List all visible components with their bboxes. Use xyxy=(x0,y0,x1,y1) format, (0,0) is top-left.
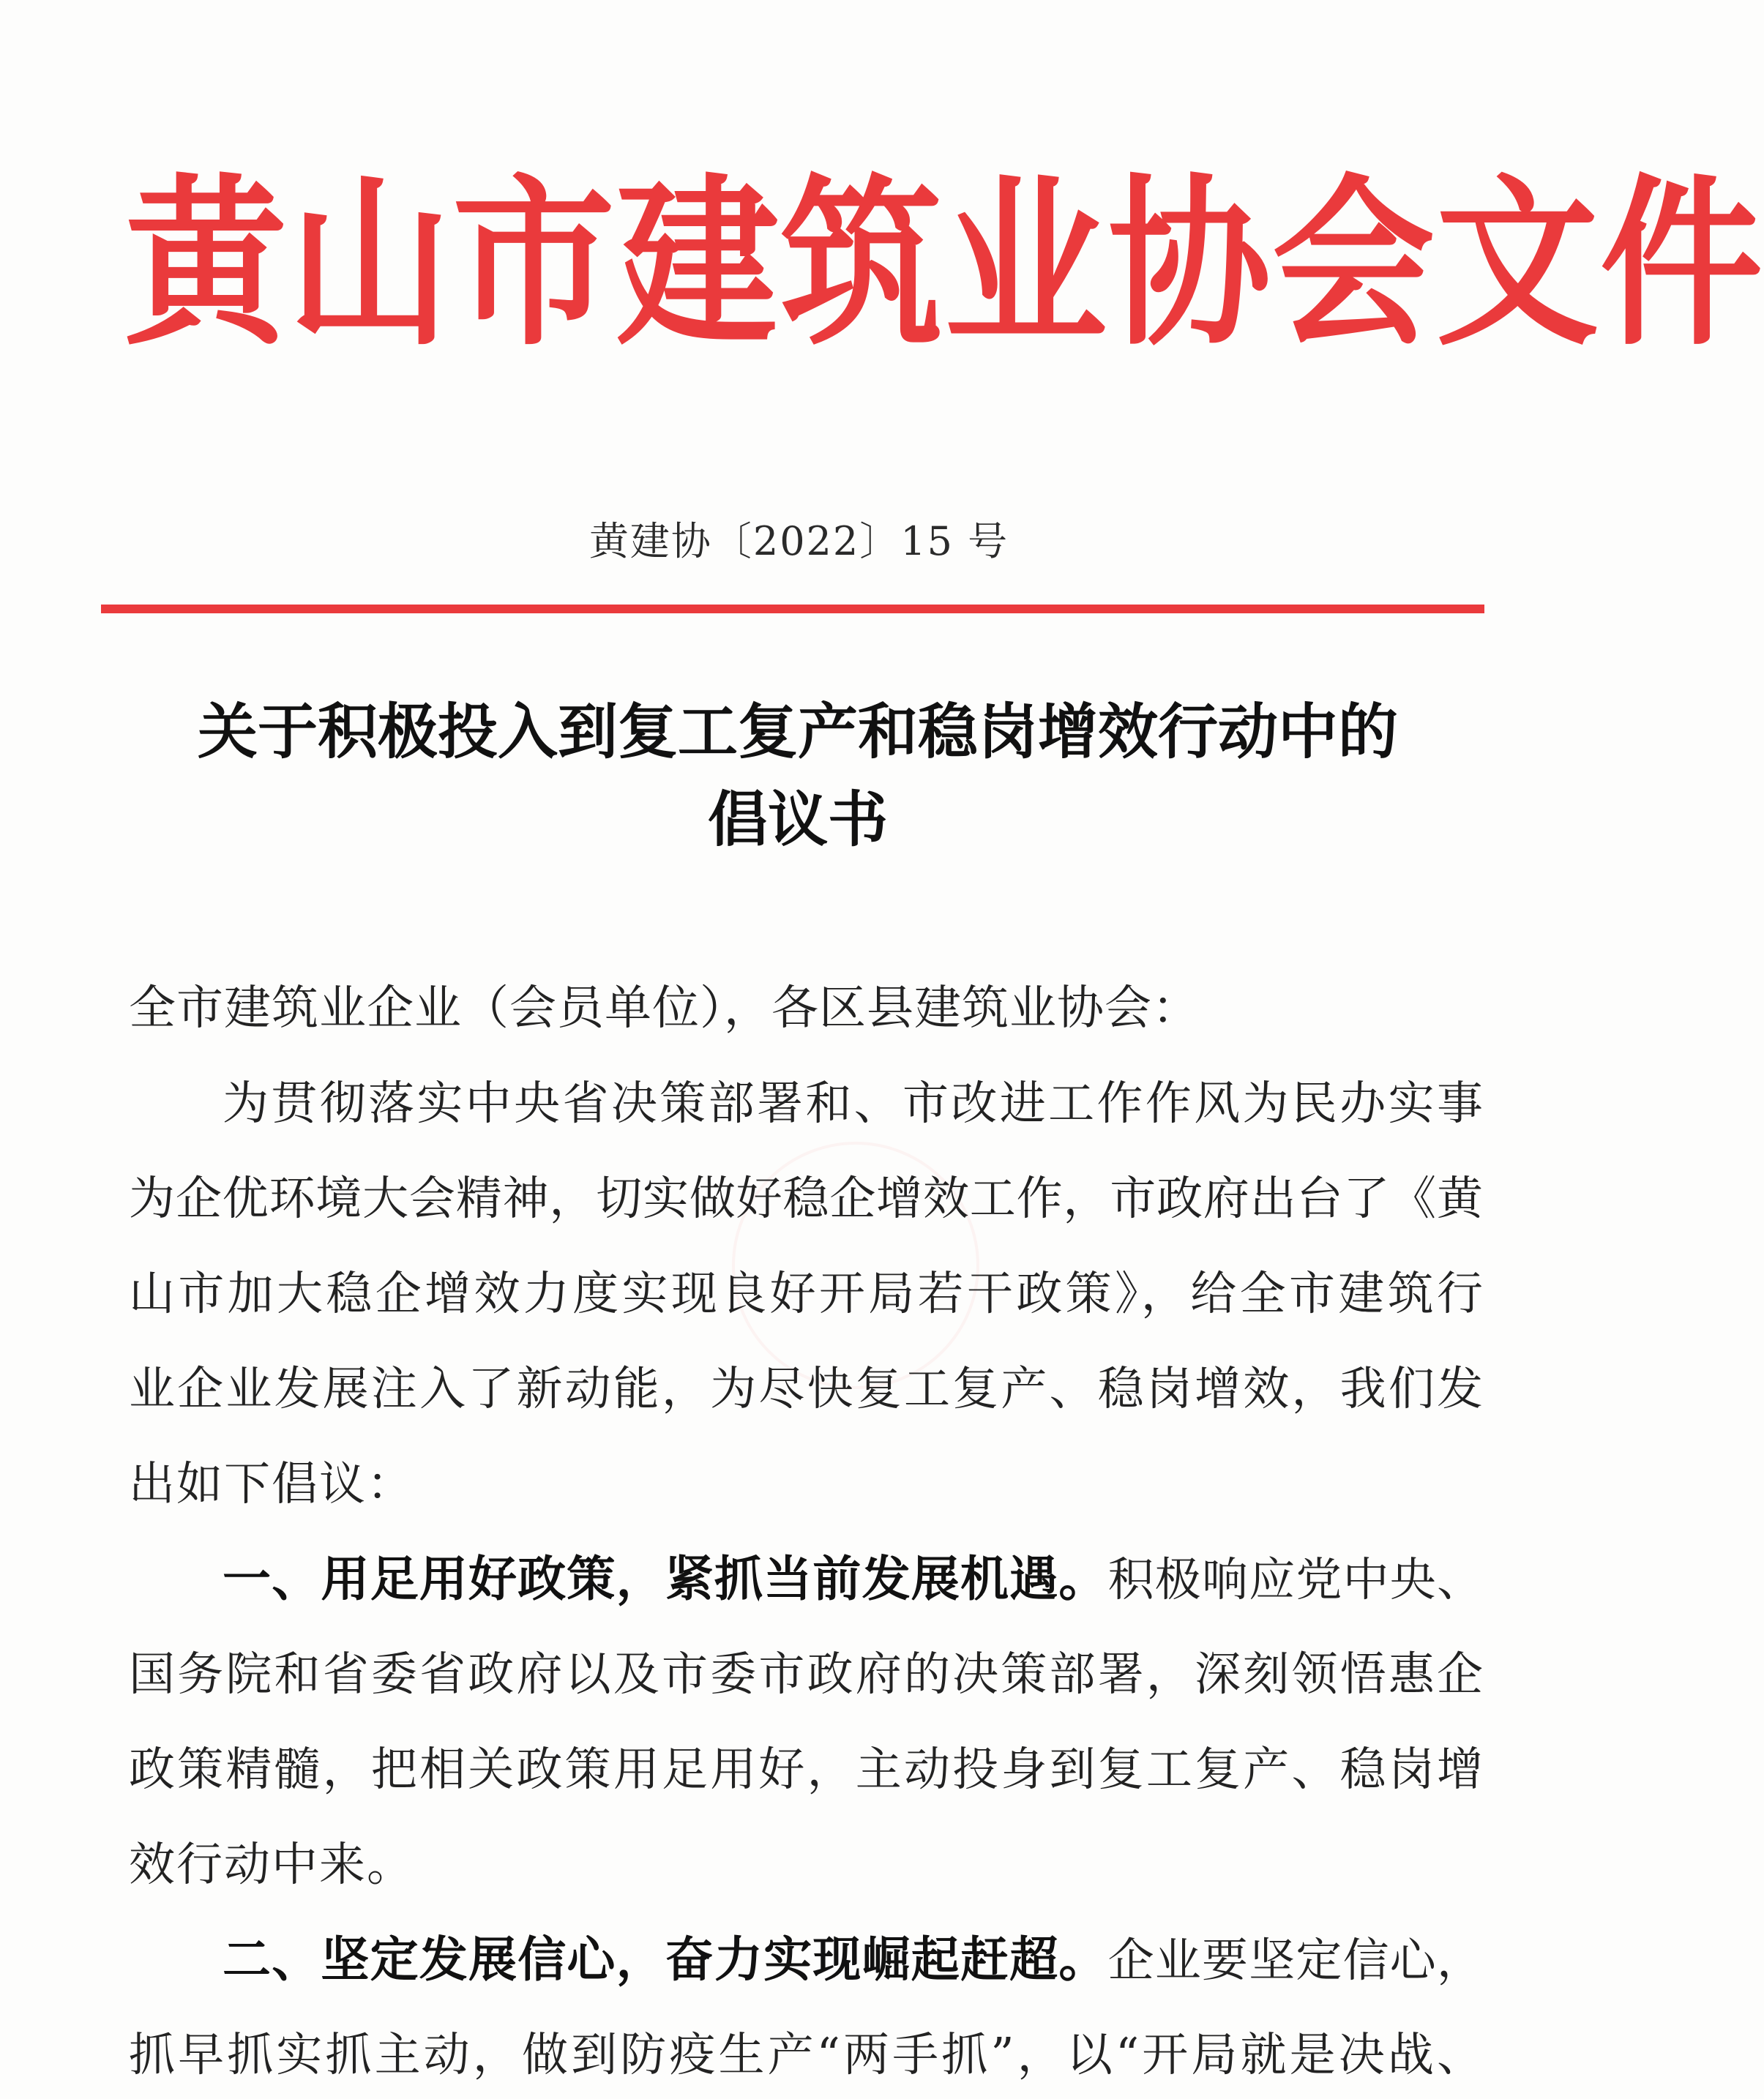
point-2-lead-text: 企业要坚定信心， xyxy=(1107,1934,1484,1987)
intro-line-5: 出如下倡议： xyxy=(129,1457,414,1511)
point-1-line-2: 国务院和省委省政府以及市委市政府的决策部署，深刻领悟惠企 xyxy=(129,1647,1483,1701)
masthead-title: 黄山市建筑业协会文件 xyxy=(124,157,1764,371)
point-1-line-4: 效行动中来。 xyxy=(129,1838,414,1891)
title-line-1: 关于积极投入到复工复产和稳岗增效行动中的 xyxy=(197,697,1398,767)
point-2-heading: 二、坚定发展信心，奋力实现崛起赶超。 xyxy=(223,1931,1108,1988)
intro-line-3: 山市加大稳企增效力度实现良好开局若干政策》，给全市建筑行 xyxy=(129,1267,1483,1320)
point-1-lead-text: 积极响应党中央、 xyxy=(1107,1553,1484,1606)
document-number: 黄建协〔2022〕15 号 xyxy=(588,518,1009,564)
point-2-line-2: 抓早抓实抓主动，做到防疫生产“两手抓”，以“开局就是决战、 xyxy=(129,2028,1483,2081)
title-line-2: 倡议书 xyxy=(707,785,888,855)
salutation: 全市建筑业企业（会员单位），各区县建筑业协会： xyxy=(129,981,1200,1036)
point-1-line-3: 政策精髓，把相关政策用足用好，主动投身到复工复产、稳岗增 xyxy=(129,1743,1483,1796)
point-1-heading: 一、用足用好政策，紧抓当前发展机遇。 xyxy=(223,1551,1108,1607)
document-title xyxy=(110,688,1486,864)
intro-line-2: 为企优环境大会精神，切实做好稳企增效工作，市政府出台了《黄 xyxy=(129,1172,1483,1225)
point-2-first-line xyxy=(129,1916,1483,2005)
point-1-first-line xyxy=(129,1535,1483,1624)
intro-line-4: 业企业发展注入了新动能，为尽快复工复产、稳岗增效，我们发 xyxy=(129,1362,1483,1415)
intro-line-1: 为贯彻落实中央省决策部署和、市改进工作作风为民办实事 xyxy=(223,1077,1483,1130)
red-separator-rule xyxy=(101,605,1484,613)
